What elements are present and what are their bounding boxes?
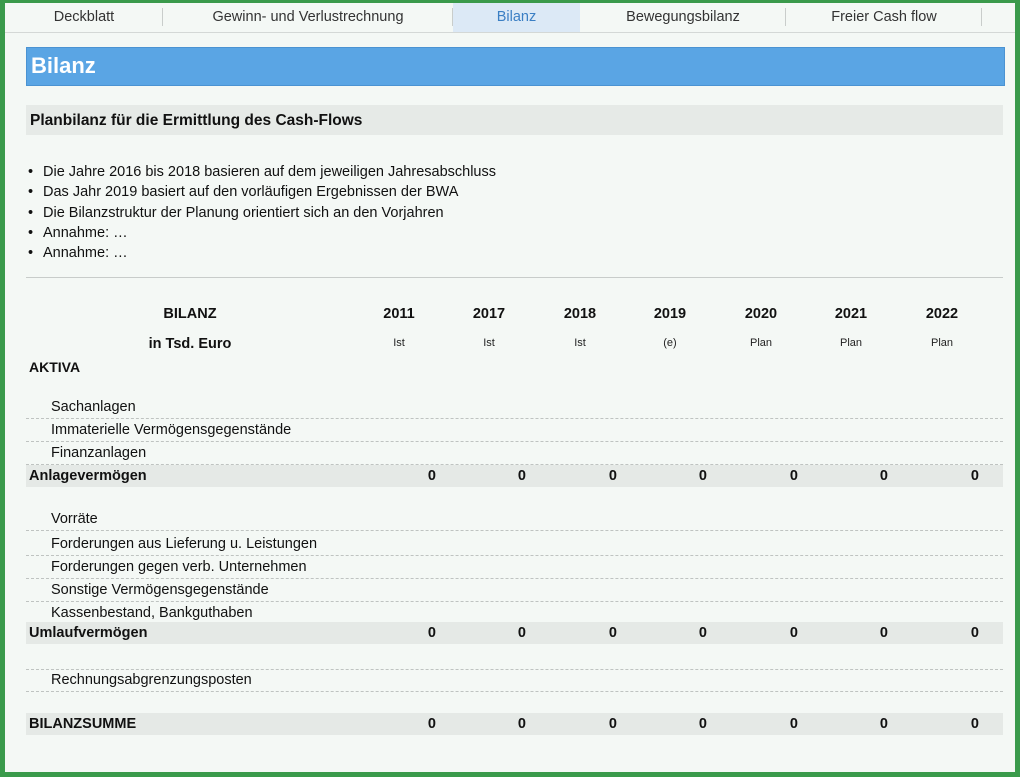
- tab-bewegungsbilanz[interactable]: Bewegungsbilanz: [580, 3, 786, 32]
- column-year-4: 2020: [744, 306, 778, 322]
- value-cell: 0: [698, 716, 707, 732]
- total-row: [26, 713, 1003, 735]
- tab-deckblatt[interactable]: Deckblatt: [5, 3, 163, 32]
- column-year-5: 2021: [834, 306, 868, 322]
- row-label: Rechnungsabgrenzungsposten: [51, 672, 252, 688]
- note-item: • Annahme: …: [27, 223, 496, 243]
- total-row: [26, 622, 1003, 644]
- table-row: [26, 442, 1003, 465]
- column-type-3: (e): [663, 337, 677, 349]
- row-label: BILANZSUMME: [29, 716, 137, 732]
- value-cell: 0: [698, 625, 707, 641]
- row-label: Sonstige Vermögensgegenstände: [51, 582, 269, 598]
- tab-gewinn-und-verlustrechnung[interactable]: Gewinn- und Verlustrechnung: [163, 3, 453, 32]
- value-cell: 0: [427, 716, 436, 732]
- row-label: Sachanlagen: [51, 399, 136, 415]
- table-unit: in Tsd. Euro: [148, 336, 232, 352]
- column-year-1: 2017: [472, 306, 506, 322]
- row-label: Forderungen aus Lieferung u. Leistungen: [51, 536, 318, 552]
- section-title: Planbilanz für die Ermittlung des Cash-Flows: [30, 112, 363, 129]
- value-cell: 0: [698, 468, 707, 484]
- value-cell: 0: [879, 625, 888, 641]
- divider: [26, 277, 1003, 278]
- table-row: [26, 396, 1003, 419]
- value-cell: 0: [879, 716, 888, 732]
- value-cell: 0: [427, 625, 436, 641]
- row-label: Finanzanlagen: [51, 445, 147, 461]
- row-label: Vorräte: [51, 511, 98, 527]
- table-row: [26, 508, 1003, 531]
- column-type-4: Plan: [749, 337, 773, 349]
- table-title: BILANZ: [163, 306, 217, 322]
- table-row: [26, 669, 1003, 692]
- column-year-3: 2019: [653, 306, 687, 322]
- value-cell: 0: [517, 468, 526, 484]
- total-row: [26, 465, 1003, 487]
- section-label-aktiva: AKTIVA: [29, 359, 81, 375]
- value-cell: 0: [789, 468, 798, 484]
- column-type-2: Ist: [574, 337, 586, 349]
- page-banner: [26, 47, 1005, 86]
- row-label: Umlaufvermögen: [29, 625, 148, 641]
- page-title: Bilanz: [31, 53, 96, 78]
- row-label: Immaterielle Vermögensgegenstände: [51, 422, 292, 438]
- table-row: [26, 533, 1003, 556]
- app-window: [5, 3, 1015, 772]
- column-type-1: Ist: [483, 337, 495, 349]
- column-type-0: Ist: [393, 337, 405, 349]
- section-header: [26, 105, 1003, 135]
- value-cell: 0: [879, 468, 888, 484]
- notes-list: [27, 162, 496, 263]
- column-type-6: Plan: [930, 337, 954, 349]
- value-cell: 0: [608, 468, 617, 484]
- row-label: Kassenbestand, Bankguthaben: [51, 605, 253, 621]
- note-item: • Die Jahre 2016 bis 2018 basieren auf dem jeweiligen Jahresabschluss: [27, 162, 496, 182]
- value-cell: 0: [970, 468, 979, 484]
- column-type-5: Plan: [839, 337, 863, 349]
- tab-freier-cash-flow[interactable]: Freier Cash flow: [786, 3, 982, 32]
- value-cell: 0: [517, 625, 526, 641]
- table-row: [26, 647, 1003, 670]
- value-cell: 0: [608, 625, 617, 641]
- value-cell: 0: [789, 716, 798, 732]
- table-row: [26, 579, 1003, 602]
- value-cell: 0: [427, 468, 436, 484]
- note-item: • Annahme: …: [27, 243, 496, 263]
- table-row: [26, 556, 1003, 579]
- value-cell: 0: [970, 625, 979, 641]
- tab-bilanz[interactable]: Bilanz: [453, 3, 580, 32]
- value-cell: 0: [789, 625, 798, 641]
- value-cell: 0: [608, 716, 617, 732]
- value-cell: 0: [970, 716, 979, 732]
- table-row: [26, 692, 1003, 715]
- tab-bar: [5, 3, 1015, 33]
- note-item: • Das Jahr 2019 basiert auf den vorläufigen Ergebnissen der BWA: [27, 182, 496, 202]
- table-row: [26, 419, 1003, 442]
- column-year-2: 2018: [563, 306, 597, 322]
- column-year-6: 2022: [925, 306, 959, 322]
- column-year-0: 2011: [383, 306, 415, 322]
- row-label: Forderungen gegen verb. Unternehmen: [51, 559, 307, 575]
- row-label: Anlagevermögen: [29, 468, 147, 484]
- value-cell: 0: [517, 716, 526, 732]
- note-item: • Die Bilanzstruktur der Planung orientiert sich an den Vorjahren: [27, 203, 496, 223]
